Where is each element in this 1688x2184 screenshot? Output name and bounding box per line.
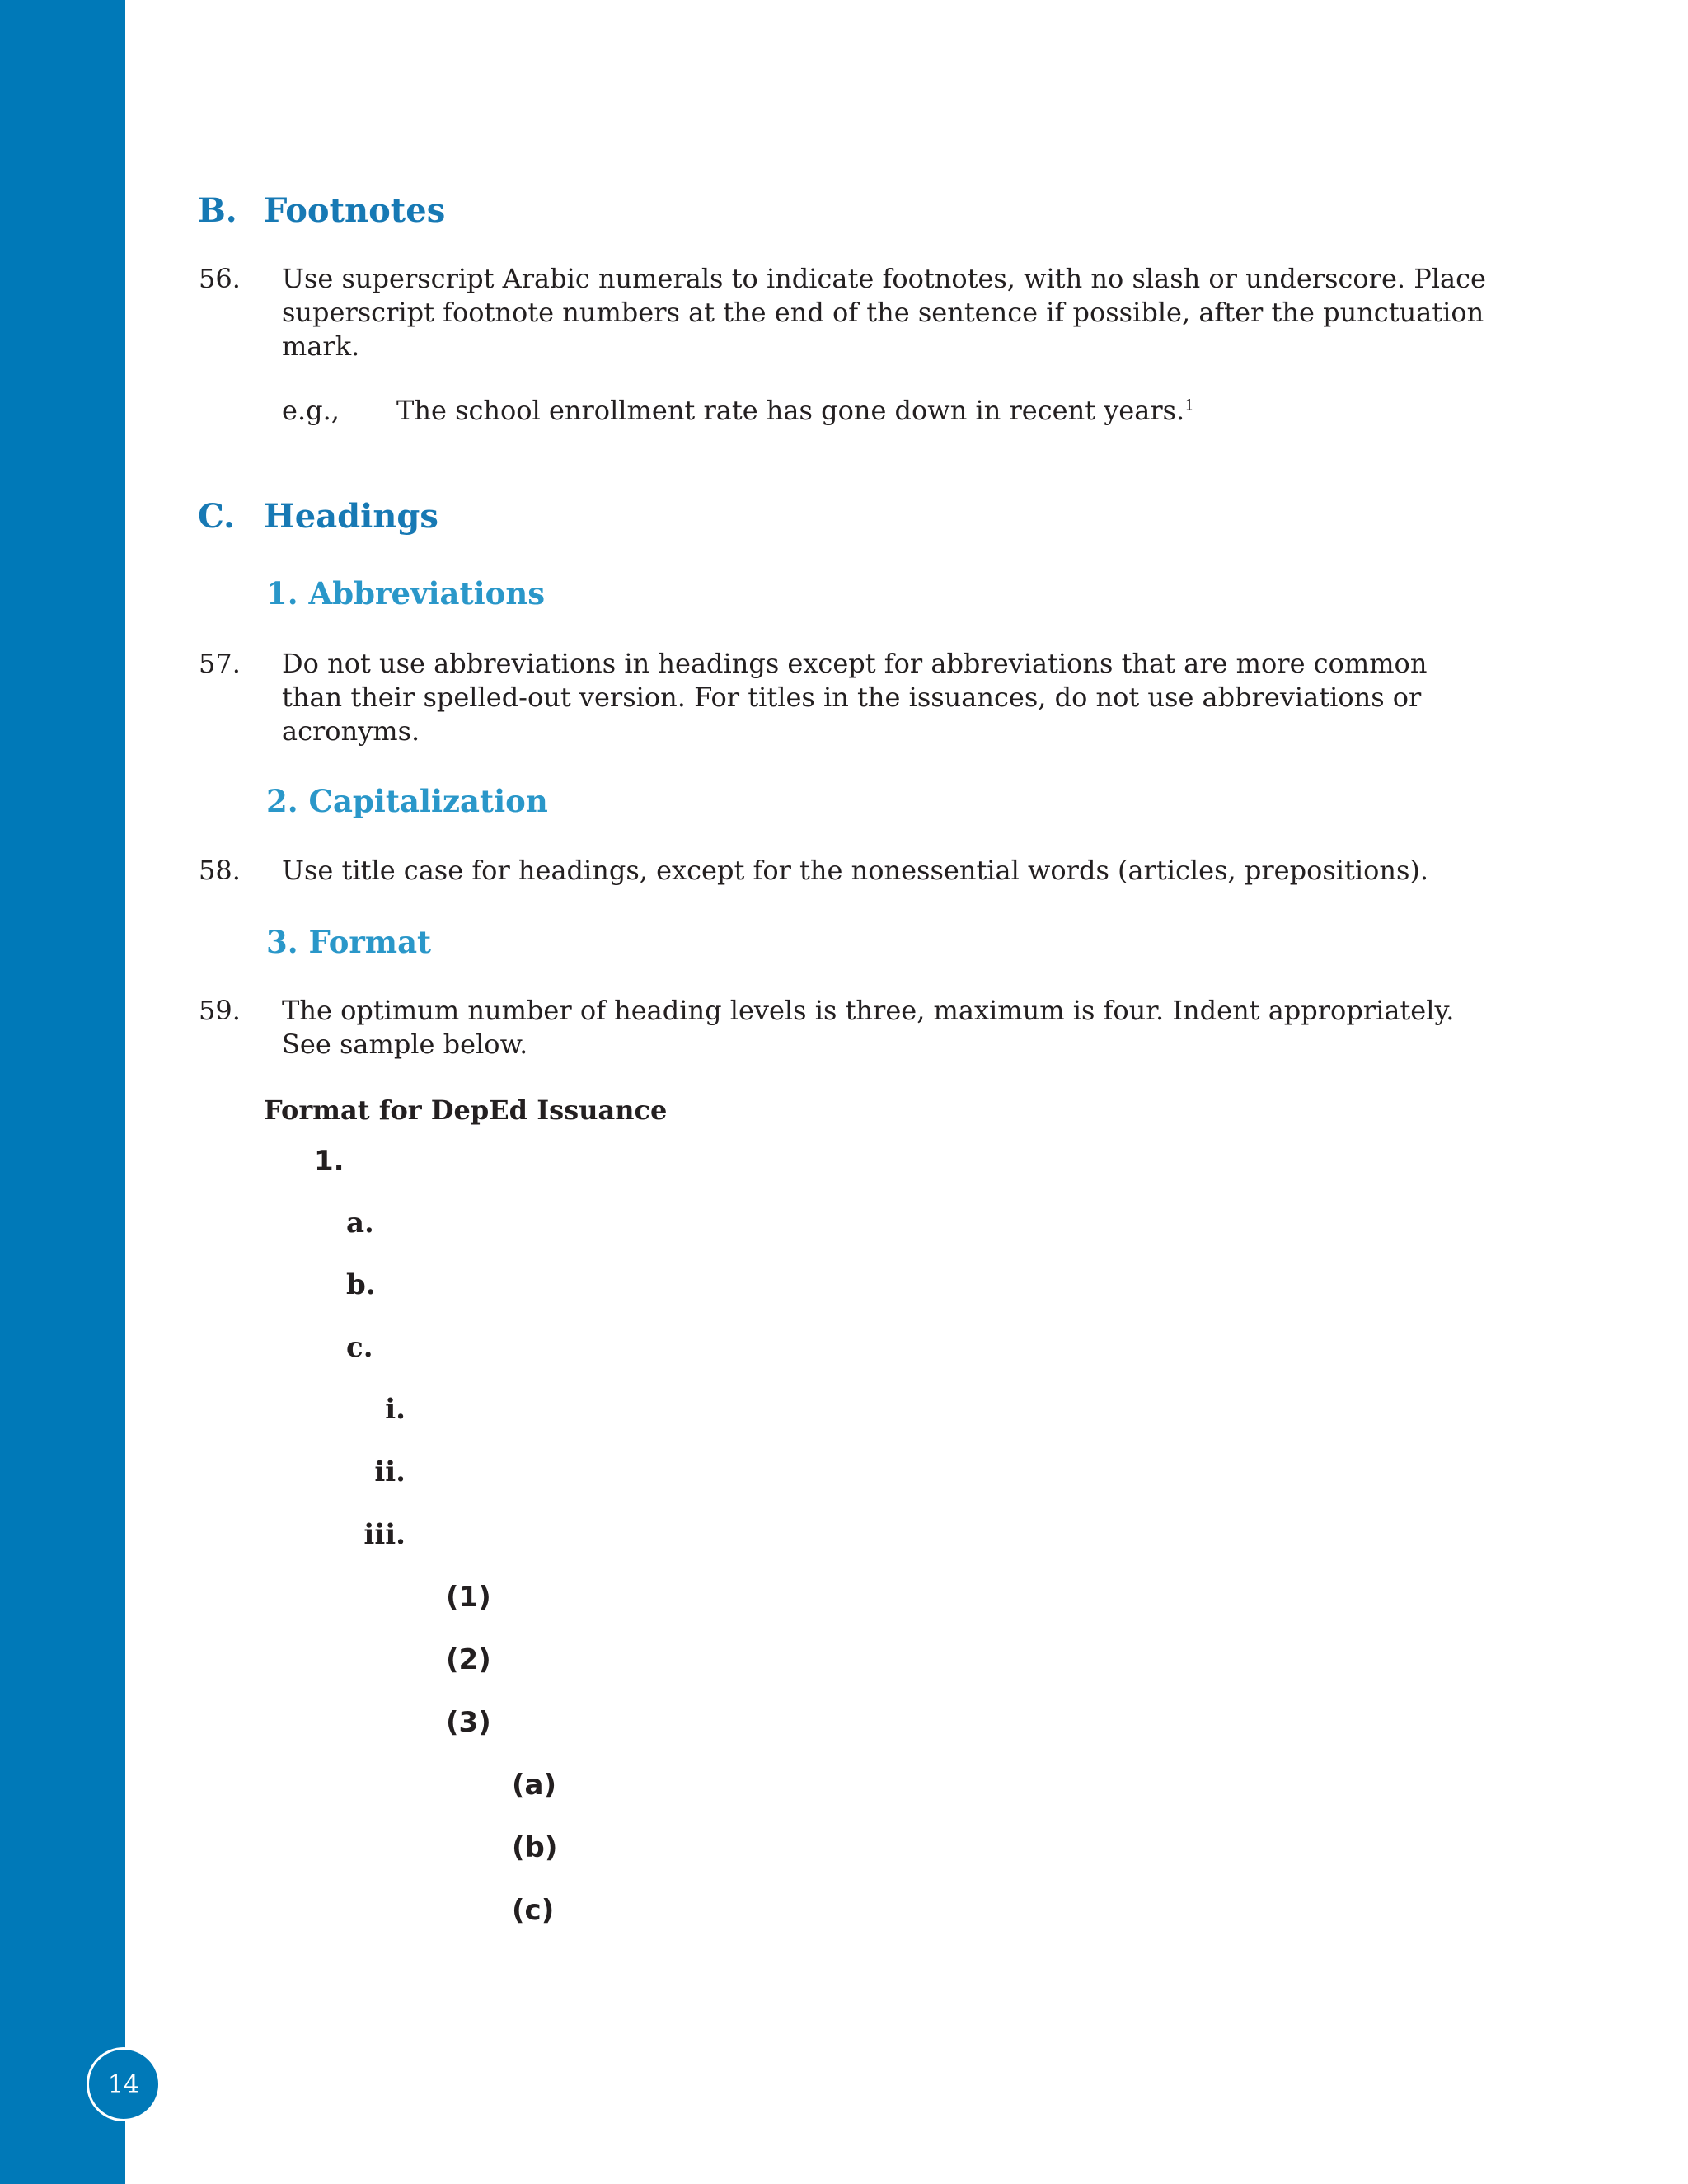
example-sentence: The school enrollment rate has gone down in recent years. xyxy=(396,395,1185,426)
paragraph-57 xyxy=(199,647,1493,748)
paragraph-text: Do not use abbreviations in headings except for abbreviations that are more common than their spelled-out version. For titles in the issuances, do not use abbreviations or acronyms. xyxy=(282,648,1428,747)
footnote-superscript: 1 xyxy=(1184,396,1194,415)
level1-marker: 1. xyxy=(314,1145,345,1178)
level2-marker: b. xyxy=(346,1268,376,1301)
paragraph-56 xyxy=(199,262,1493,363)
subheading-abbreviations: 1. Abbreviations xyxy=(266,575,546,612)
paragraph-number: 59. xyxy=(199,995,241,1026)
subheading-format: 3. Format xyxy=(266,924,432,960)
paragraph-number: 58. xyxy=(199,855,241,886)
level4-marker: (2) xyxy=(446,1643,491,1676)
subheading-capitalization: 2. Capitalization xyxy=(266,783,548,819)
example-text xyxy=(396,395,1194,426)
paragraph-59 xyxy=(199,994,1493,1062)
level5-marker: (b) xyxy=(512,1831,558,1864)
level5-marker: (c) xyxy=(512,1894,555,1927)
left-color-band xyxy=(0,0,125,2184)
page-number-badge xyxy=(87,2047,161,2121)
level4-marker: (1) xyxy=(446,1581,491,1614)
level2-marker: c. xyxy=(346,1331,373,1364)
level5-marker: (a) xyxy=(512,1769,557,1802)
level3-marker: iii. xyxy=(363,1518,406,1551)
page-number: 14 xyxy=(107,2069,140,2099)
section-title: Footnotes xyxy=(264,191,446,230)
paragraph-number: 56. xyxy=(199,263,241,294)
format-sample-title: Format for DepEd Issuance xyxy=(264,1094,668,1126)
paragraph-text: The optimum number of heading levels is three, maximum is four. Indent appropriately. See sample below. xyxy=(282,995,1455,1060)
level3-marker: i. xyxy=(385,1393,406,1426)
paragraph-number: 57. xyxy=(199,648,241,679)
section-letter: C. xyxy=(198,497,236,536)
paragraph-text: Use superscript Arabic numerals to indicate footnotes, with no slash or underscore. Place superscript footnote numbers at the end of the sentence if possible, after the punctuation mark. xyxy=(282,263,1486,362)
example-label: e.g., xyxy=(282,395,340,426)
level4-marker: (3) xyxy=(446,1706,491,1739)
paragraph-58 xyxy=(199,854,1493,888)
level2-marker: a. xyxy=(346,1207,374,1240)
section-letter: B. xyxy=(198,191,237,230)
level3-marker: ii. xyxy=(374,1455,406,1488)
section-title: Headings xyxy=(264,497,438,536)
paragraph-text: Use title case for headings, except for the nonessential words (articles, prepositions). xyxy=(282,855,1429,886)
